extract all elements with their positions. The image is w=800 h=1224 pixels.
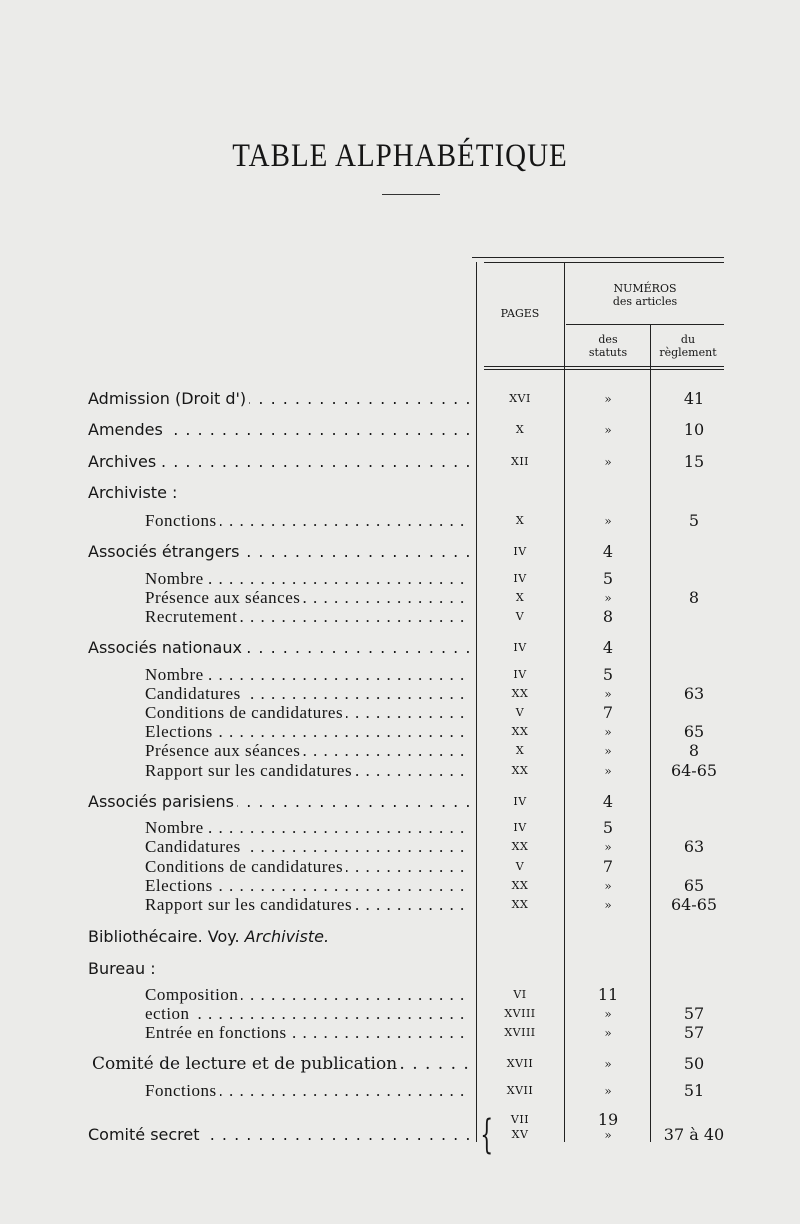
statuts-number: » [604,1084,612,1098]
statuts-number: » [604,591,612,605]
entry-text: Associés étrangers [88,542,242,561]
table-row [0,451,800,473]
page-number: X [515,514,525,527]
entry-text: Bibliothécaire. Voy. Archiviste. [88,927,332,946]
page-number: VII [510,1113,530,1126]
entry-label [88,926,470,948]
entry-text: Elections [145,722,216,741]
entry-label [145,510,470,532]
table-row [0,510,800,532]
entry-label [145,760,470,782]
reglement-number: 8 [688,588,700,607]
page-number: XX [511,725,529,738]
entry-label [145,836,470,858]
reglement-number: 65 [683,722,705,741]
page-number: V [515,706,525,719]
table-row [0,637,800,659]
statuts-number: » [604,455,612,469]
entry-label [145,606,470,628]
entry-text: Fonctions [145,1081,220,1100]
entry-text: Candidatures [145,837,244,856]
header-numeros [566,282,724,308]
entry-label [145,1022,470,1044]
table-row [0,740,800,762]
statuts-number: » [604,1057,612,1071]
statuts-number: » [604,725,612,739]
reglement-number: 64-65 [670,761,718,780]
entry-text: Associés parisiens [88,792,237,811]
entry-label [88,958,470,980]
numeros-rule [566,324,724,325]
reglement-number: 63 [683,837,705,856]
statuts-number: 4 [602,638,614,657]
entry-text: Rapport sur les candidatures [145,895,355,914]
entry-label [145,740,470,762]
statuts-number: » [604,879,612,893]
entry-label [88,541,470,563]
entry-text: Associés nationaux [88,638,245,657]
page-number: XX [511,879,529,892]
entry-reference: Archiviste. [239,927,330,946]
page-number: IV [513,545,527,558]
statuts-number: 7 [602,703,614,722]
table-row [0,1053,800,1075]
page-number: X [515,423,525,436]
page-number: XX [511,840,529,853]
page-number: XVII [506,1057,534,1070]
statuts-number: » [604,392,612,406]
table-top-rule [472,257,724,258]
entry-text: Admission (Droit d') [88,389,249,408]
header-numeros-line1: NUMÉROS [613,282,677,295]
table-row [0,1022,800,1044]
entry-text: Nombre [145,818,207,837]
page-number: IV [513,668,527,681]
header-pages: PAGES [500,307,540,320]
reglement-number: 10 [683,420,705,439]
page-number: V [515,610,525,623]
statuts-number: » [604,423,612,437]
statuts-number: » [604,1026,612,1040]
statuts-number: 8 [602,607,614,626]
statuts-number: » [604,840,612,854]
table-row [0,1124,800,1146]
reglement-number: 51 [683,1081,705,1100]
reglement-number: 57 [683,1004,705,1023]
entry-label [88,451,470,473]
statuts-number: » [604,744,612,758]
entry-label [145,1080,470,1102]
table-row [0,791,800,813]
entry-text: Présence aux séances [145,741,303,760]
statuts-number: 5 [602,818,614,837]
reglement-number: 5 [688,511,700,530]
reglement-number: 41 [683,389,705,408]
entry-text: Elections [145,876,216,895]
header-reglement [652,333,724,359]
page-number: V [515,860,525,873]
table-row [0,894,800,916]
entry-text: Nombre [145,665,207,684]
page-number: IV [513,572,527,585]
reglement-number: 65 [683,876,705,895]
header-statuts-line2: statuts [588,346,628,359]
entry-label [88,637,470,659]
table-row [0,482,800,504]
reglement-number: 50 [683,1054,705,1073]
page-number: X [515,591,525,604]
statuts-number: » [604,898,612,912]
table-row [0,836,800,858]
header-numeros-line2: des articles [612,295,678,308]
table-row [0,1080,800,1102]
table-row [0,419,800,441]
reglement-number: 37 à 40 [663,1125,725,1144]
page-number: XX [511,898,529,911]
statuts-number: 5 [602,569,614,588]
entry-label [88,482,470,504]
page-number: XV [511,1128,529,1141]
entry-label [88,388,470,410]
statuts-number: 11 [597,985,619,1004]
header-bottom-rule-2 [484,369,724,370]
entry-text: Composition [145,985,241,1004]
header-statuts-line1: des [598,333,618,346]
statuts-number: 5 [602,665,614,684]
page-number: VI [513,988,527,1001]
entry-text: Candidatures [145,684,244,703]
entry-label [88,419,470,441]
entry-text: Comité secret [88,1125,203,1144]
table-row [0,958,800,980]
entry-text: ection [145,1004,193,1023]
table-row [0,388,800,410]
entry-text: Comité de lecture et de publication [92,1054,400,1074]
reglement-number: 8 [688,741,700,760]
entry-text: Archives [88,452,159,471]
reglement-number: 63 [683,684,705,703]
statuts-number: » [604,1007,612,1021]
reglement-number: 57 [683,1023,705,1042]
title-rule [382,194,440,195]
entry-text: Recrutement [145,607,240,626]
statuts-number: 7 [602,857,614,876]
statuts-number: » [604,514,612,528]
page-number: XII [510,455,530,468]
entry-label [88,791,470,813]
table-row [0,926,800,948]
statuts-number: » [604,764,612,778]
table-row [0,760,800,782]
entry-text: Bureau : [88,959,159,978]
entry-text: Conditions de candidatures [145,857,346,876]
table-row [0,541,800,563]
table-top-rule-inner [484,262,724,263]
page-number: XVII [506,1084,534,1097]
page-number: XVIII [504,1007,536,1020]
entry-text: Entrée en fonctions [145,1023,290,1042]
header-reglement-line2: règlement [659,346,717,359]
statuts-number: » [604,687,612,701]
statuts-number: 4 [602,792,614,811]
header-reglement-line1: du [680,333,696,346]
entry-text: Conditions de candidatures [145,703,346,722]
entry-label [88,1124,470,1146]
table-row [0,606,800,628]
statuts-number: 4 [602,542,614,561]
page-number: IV [513,795,527,808]
entry-text: Présence aux séances [145,588,303,607]
page-number: XX [511,687,529,700]
entry-text: Rapport sur les candidatures [145,761,355,780]
entry-label [92,1053,470,1075]
page-number: XVIII [504,1026,536,1039]
reglement-number: 15 [683,452,705,471]
page-number: XX [511,764,529,777]
entry-text: Amendes [88,420,166,439]
entry-label [145,894,470,916]
entry-text: Nombre [145,569,207,588]
page-number: IV [513,821,527,834]
entry-text: Archiviste : [88,483,180,502]
page-title: TABLE ALPHABÉTIQUE [232,138,568,174]
header-bottom-rule [484,366,724,367]
statuts-number: » [604,1128,612,1142]
page-number: IV [513,641,527,654]
statuts-number: 19 [597,1110,619,1129]
brace-comite-secret: { [480,1112,494,1158]
header-statuts [566,333,650,359]
page-number: XVI [509,392,531,405]
reglement-number: 64-65 [670,895,718,914]
page-number: X [515,744,525,757]
entry-text: Fonctions [145,511,220,530]
